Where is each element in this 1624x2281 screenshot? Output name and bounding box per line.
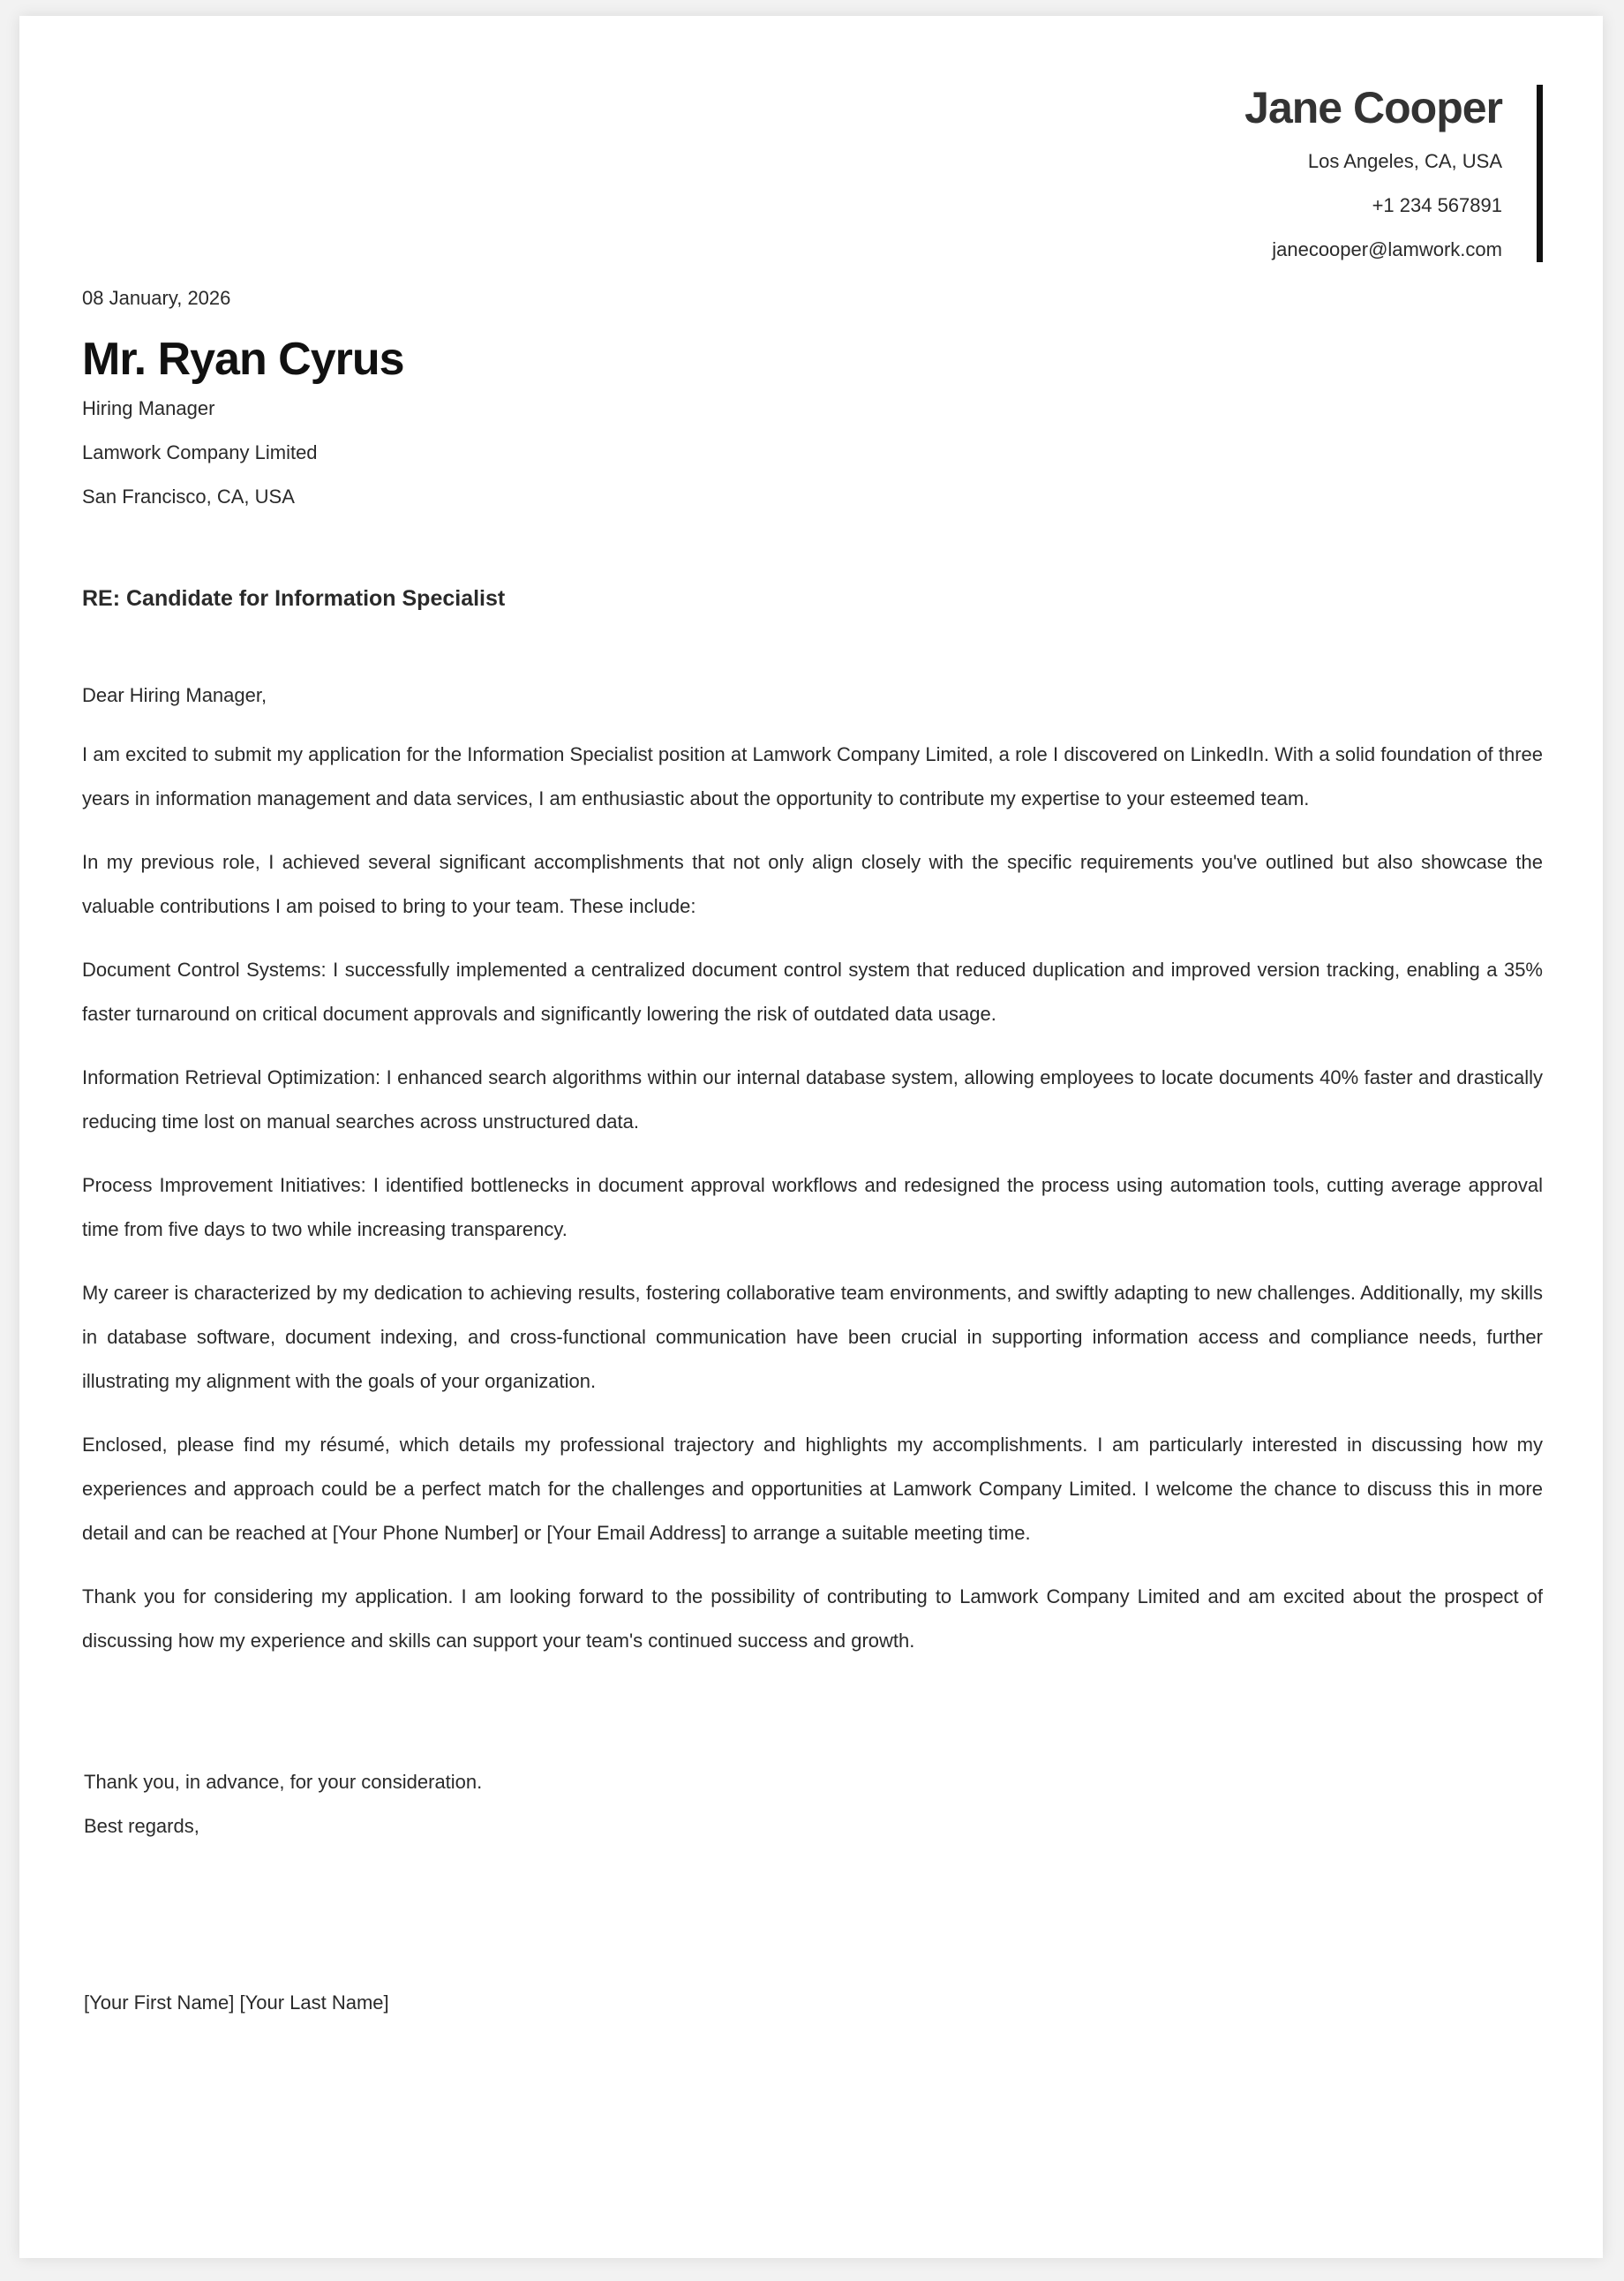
salutation: Dear Hiring Manager, <box>82 684 267 706</box>
recipient-title: Hiring Manager <box>82 397 215 419</box>
body-paragraph: Enclosed, please find my résumé, which details my professional trajectory and highlights my accomplishments. I am particularly interested in discussing how my experiences and approach could be a perfect match for the challenges and opportunities at Lamwork Company Limited. I welcome the chance to discuss this in more detail and can be reached at [Your Phone Number] or [Your Email Address] to arrange a suitable meeting time. <box>82 1434 1543 1544</box>
body-paragraph: My career is characterized by my dedication to achieving results, fostering collaborative team environments, and swiftly adapting to new challenges. Additionally, my skills in database software, document indexing, and cross-functional communication have been crucial in supporting information access and compliance needs, further illustrating my alignment with the goals of your organization. <box>82 1282 1543 1392</box>
body-paragraph: I am excited to submit my application for the Information Specialist position at Lamwork Company Limited, a role I discovered on LinkedIn. With a solid foundation of three years in information management and data services, I am enthusiastic about the opportunity to contribute my expertise to your esteemed team. <box>82 743 1543 809</box>
body-paragraph: Process Improvement Initiatives: I identified bottlenecks in document approval workflows and redesigned the process using automation tools, cutting average approval time from five days to two while increasing transparency. <box>82 1174 1543 1240</box>
signature-name: [Your First Name] [Your Last Name] <box>84 1991 389 2014</box>
letter-subject: RE: Candidate for Information Specialist <box>82 586 506 611</box>
body-paragraph: Thank you for considering my application. I am looking forward to the possibility of contributing to Lamwork Company Limited and am excited about the prospect of discussing how my experience and skills can support your team's continued success and growth. <box>82 1585 1543 1652</box>
closing-block <box>84 1760 1543 1848</box>
sender-block <box>1244 81 1502 272</box>
letter-date: 08 January, 2026 <box>82 287 231 309</box>
body-paragraph: Information Retrieval Optimization: I enhanced search algorithms within our internal database system, allowing employees to locate documents 40% faster and drastically reducing time lost on manual searches across unstructured data. <box>82 1066 1543 1133</box>
letter-page <box>19 16 1603 2258</box>
sender-location: Los Angeles, CA, USA <box>1307 150 1502 172</box>
recipient-name: Mr. Ryan Cyrus <box>82 334 404 385</box>
closing-regards: Best regards, <box>84 1815 199 1837</box>
closing-thanks: Thank you, in advance, for your consideration. <box>84 1771 483 1793</box>
body-paragraph: Document Control Systems: I successfully implemented a centralized document control system that reduced duplication and improved version tracking, enabling a 35% faster turnaround on critical document approvals and significantly lowering the risk of outdated data usage. <box>82 959 1543 1025</box>
body-paragraph: In my previous role, I achieved several significant accomplishments that not only align closely with the specific requirements you've outlined but also showcase the valuable contributions I am poised to bring to your team. These include: <box>82 851 1543 917</box>
recipient-company: Lamwork Company Limited <box>82 441 318 463</box>
letter-body <box>82 281 1543 2025</box>
recipient-block <box>82 387 1543 519</box>
sender-phone: +1 234 567891 <box>1372 194 1502 216</box>
header-accent-bar <box>1537 85 1543 262</box>
sender-name: Jane Cooper <box>1244 83 1502 132</box>
sender-email: janecooper@lamwork.com <box>1272 238 1502 260</box>
recipient-location: San Francisco, CA, USA <box>82 486 295 508</box>
